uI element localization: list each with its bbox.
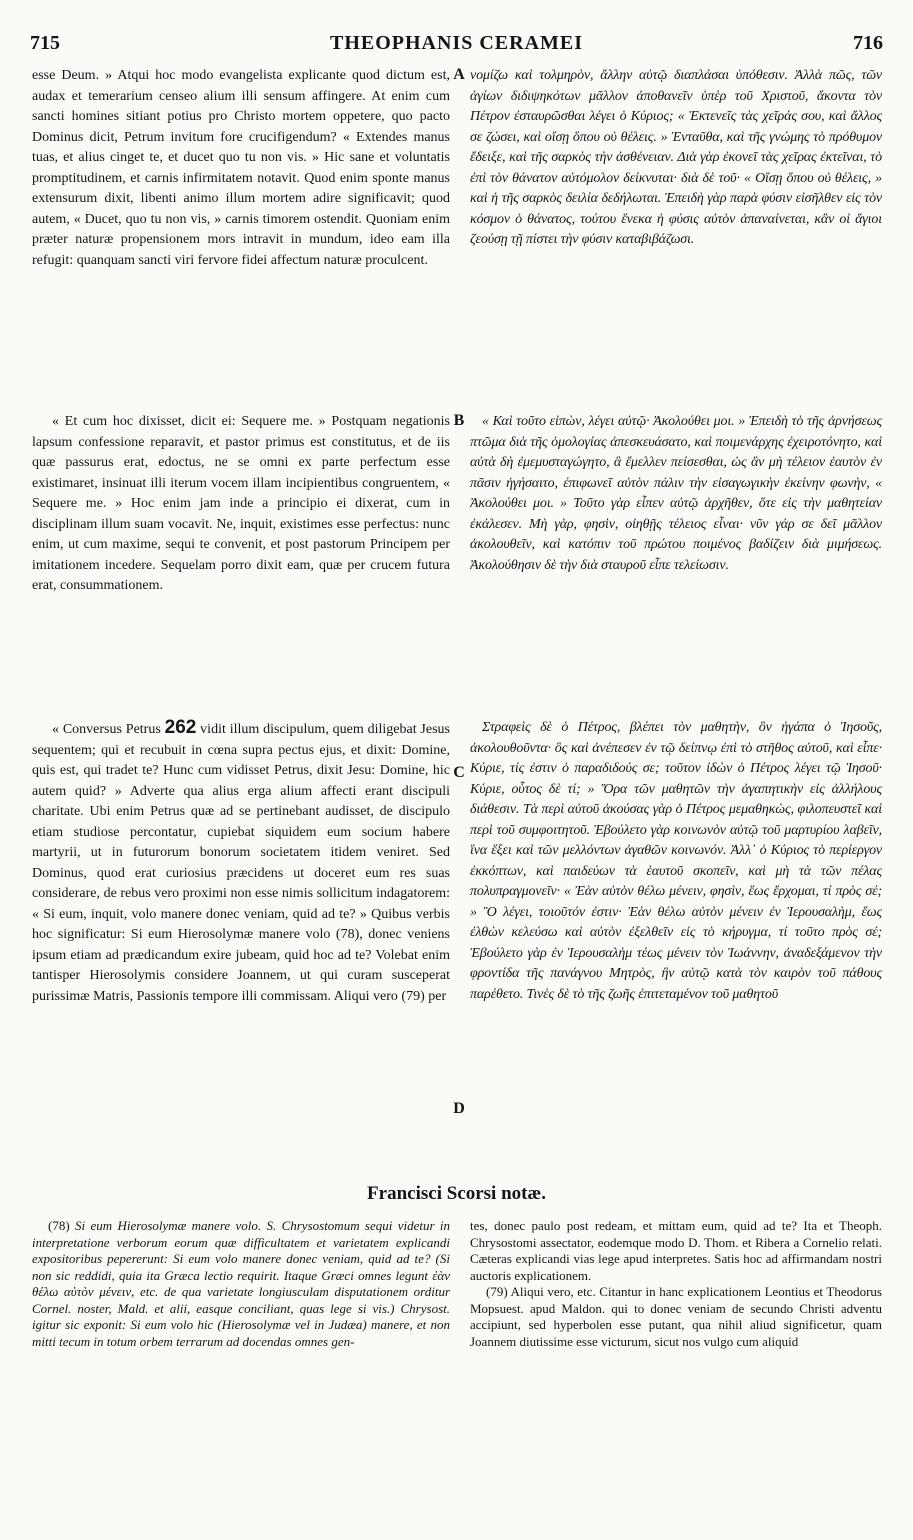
running-title: THEOPHANIS CERAMEI [329,32,584,54]
notes-title: Francisci Scorsi notæ. [367,1183,546,1204]
notes-right-column [470,1218,882,1522]
latin-paragraph: « Et cum hoc dixisset, dicit ei: Sequere me. » Postquam negationis lapsum confessione reparavit, et pastor primus est constitutus, et de iis quæ passurus erat, edoctus, ne se omni ex parte perfectum esse existimaret, insinuat illi iterum vocem illam incipientibus congruentem, « Sequere me. » Hoc enim jam inde a principio ei dixerat, cum in disciplinam illum suam vocavit. Ne, inquit, existimes esse perfectus: nunc enim, ut cum maxime, sequi te convenit, et post pastorum Principem per imitationem incedere. Sequelam porro dixit eam, quæ per crucem futura erat, consummationem. [32,414,450,593]
greek-column-section-a [470,66,882,376]
margin-marker-b: B [453,412,465,429]
latin-column-section-b [32,412,450,718]
greek-paragraph: Στραφεὶς δὲ ὁ Πέτρος, βλέπει τὸν μαθητὴν, ὃν ἠγάπα ὁ Ἰησοῦς, ἀκολουθοῦντα· ὃς καὶ ἀνέπεσεν ἐν τῷ δείπνῳ ἐπὶ τὸ στῆθος αὐτοῦ, καὶ εἶπε· Κύριε, τίς ἐστιν ὁ παραδιδούς σε; τοῦτον ἰδὼν ὁ Πέτρος λέγει τῷ Ἰησοῦ· Κύριε, οὗτος δὲ τί; » Ὅρα τῶν μαθητῶν τὴν ἀγαπητικὴν εἰς ἀλλήλους διάθεσιν. Τὰ περὶ αὐτοῦ ἀκούσας γὰρ ὁ Πέτρος μεμαθηκὼς, φιλοπευστεῖ καὶ περὶ τοῦ συμφοιτητοῦ. Ἐβούλετο γὰρ κοινωνὸν αὐτῷ τοῦ μαρτυρίου λαβεῖν, ἵνα ἕξει καὶ τῶν μελλόντων ἀγαθῶν κοινωνόν. Ἀλλ᾽ ὁ Κύριος τὸ περίεργον ἐκκόπτων, καὶ παιδεύων τὰ ἑαυτοῦ σκοπεῖν, καὶ μὴ τὰ τῶν πέλας πολυπραγμονεῖν· « Ἐὰν αὐτὸν θέλω μένειν, φησὶν, ἕως ἔρχομαι, τί πρὸς σέ; » Ὃ λέγει, τοιοῦτόν ἐστιν· Ἐὰν θέλω αὐτὸν μένειν ἐν Ἱερουσαλὴμ, ἕως ἐλθὼν κελεύσω καὶ αὐτὸν ἐξελθεῖν εἰς τὸ κήρυγμα, τί τοῦτο πρὸς σέ; Ἐβούλετο γὰρ ἐν Ἱερουσαλὴμ τέως μένειν τὸν Ἰωάννην, ἀναδεξάμενον τὴν φροντίδα τῆς πανάγνου Μητρὸς, ἣν αὐτῷ κατὰ τὸν καιρὸν τοῦ πάθους παρέθετο. Τινὲς δὲ τὸ τῆς ζωῆς ἐπιτεταμένον τοῦ μαθητοῦ [470,720,882,1002]
page-number-right: 716 [853,32,883,54]
notes-left-column [32,1218,450,1522]
margin-marker-c: C [453,764,465,781]
greek-paragraph: « Καὶ τοῦτο εἰπὼν, λέγει αὐτῷ· Ἀκολούθει μοι. » Ἐπειδὴ τὸ τῆς ἀρνήσεως πτῶμα διὰ τῆς ὁμολογίας ἀπεσκευάσατο, καὶ ποιμενάρχης ἐχειροτόνητο, καὶ αὐτὰ δὴ ἐμεμυσταγώγητο, ἃ ἔμελλεν πείσεσθαι, ὡς ἂν μὴ τέλειον ἑαυτὸν ἐν πᾶσιν ἡγήσαιτο, ἐπιφωνεῖ αὐτὸν πάλιν τὴν εἰσαγωγικὴν ἐκείνην φωνὴν, « Ἀκολούθει μοι. » Τοῦτο γὰρ εἶπεν αὐτῷ ἀρχῆθεν, ὅτε εἰς τὴν μαθητείαν ἐκάλεσεν. Μὴ γὰρ, φησὶν, οἰηθῇς τέλειος εἶναι· νῦν γάρ σε δεῖ μᾶλλον ἀκολουθεῖν, καὶ κατόπιν τοῦ πρώτου ποιμένος βαδίζειν διὰ μιμήσεως. Ἀκολούθησιν δὲ τὴν διὰ σταυροῦ εἶπε τελείωσιν. [470,414,882,573]
page-number-left: 715 [30,32,60,54]
greek-column-section-c [470,718,882,1180]
page-header [30,32,883,62]
margin-marker-a: A [453,66,465,83]
greek-column-section-b [470,412,882,702]
latin-paragraph: « Conversus Petrus 262 vidit illum discipulum, quem diligebat Jesus sequentem; qui et recubuit in cœna supra pectus ejus, et dixit: Domine, quis est, qui tradet te? Hunc cum vidisset Petrus, dixit Jesu: Domine, hic autem quid? » Adverte qua alius erga alium affecti erant discipuli charitate. Ubi enim Petrus quæ ad se pertinebant audisset, de discipulo etiam studiose percontatur, cupiebat siquidem eum socium habere martyrii, ut in futurorum bonorum societatem itidem veniret. Sed Dominus, quod erat curiosius præcidens ut doceret eum res suas considerare, de rebus vero proximi non esse nimis sollicitum indagatorem: « Si eum, inquit, volo manere donec veniam, quid ad te? » Quibus verbis hoc significatur: Si eum Hierosolymæ manere volo (78), donec veniens ipsum etiam ad prædicandum exire jubeam, quid hoc ad te? Volebat enim tantisper Hierosolymis considere Joannem, ut qui curam susceperat purissimæ Matris, Passionis tempore illi commissam. Aliqui vero (79) per [32,718,450,1004]
latin-column-section-c [32,718,450,1180]
note-number: (78) [48,1218,70,1233]
greek-paragraph: νομίζω καὶ τολμηρὸν, ἄλλην αὐτῷ διαπλάσαι ὑπόθεσιν. Ἀλλὰ πῶς, τῶν ἁγίων διδιψηκότων μᾶλλον ἀποθανεῖν ὑπὲρ τοῦ Χριστοῦ, ἄκοντα τὸν Πέτρον ἐσταυρῶσθαι λέγει ὁ Κύριος; « Ἐκτενεῖς τὰς χεῖράς σου, καὶ ἄλλος σε ζώσει, καὶ οἴσῃ ὅπου οὐ θέλεις. » Ἐνταῦθα, καὶ τῆς γνώμης τὸ πρόθυμον ἔδειξε, καὶ τῆς σαρκὸς τὴν ἀσθένειαν. Διὰ γὰρ ἐκονεῖ τὰς χεῖρας ἐκτεῖναι, τὸ ἐπὶ τὸν θάνατον αὐτόμολον δείκνυται· διὰ δὲ τοῦ· « Οἴσῃ ὅπου οὐ θέλεις, » καὶ ἡ τῆς σαρκὸς δειλία δεδήλωται. Ἐπειδὴ γὰρ παρὰ φύσιν εἰσῆλθεν εἰς τὸν κόσμον ὁ θάνατος, τούτου ἕνεκα ἡ φύσις αὐτὸν ἀπαναίνεται, κἂν οἱ ἅγιοι ζεούσῃ τῇ πίστει τὴν φύσιν καταβιβάζωσι. [470,68,882,247]
note-78-continued: tes, donec paulo post redeam, et mittam eum, quid ad te? Ita et Theoph. Chrysostomi assectator, eodemque modo D. Thom. et Ribera a Cornelio relati. Cæteras explicandi vias lege apud interpretes. Satis hoc ad affirmandam nostri auctoris explicationem. [470,1218,882,1283]
patrologia-column-number: 262 [164,718,197,738]
margin-marker-d: D [453,1100,465,1117]
note-number: (79) [486,1284,508,1299]
note-78: (78) Si eum Hierosolymæ manere volo. S. Chrysostomum sequi videtur in interpretatione verborum eorum quæ difficultatem et varietatem explicandi expositoribus pepererunt: Si eum volo manere donec veniam, quid ad te? (Si non sic reddidi, quia ita Græca lectio requirit. Itaque Græci omnes legunt ἐὰν θέλω αὐτὸν μένειν, etc. de qua varietate longiusculam disputationem orditur Cornel. noster, Mald. et alii, easque conciliant, quas lege si vis.) Chrysost. igitur sic exponit: Si eum volo hic (Hierosolymæ vel in Judæa) manere, et non mitti tecum in totum orbem terrarum ad docendas omnes gen- [32,1218,450,1349]
latin-paragraph: esse Deum. » Atqui hoc modo evangelista explicante quod dictum est, audax et temerarium censeo alium illi sensum affingere. At enim cum sancti homines sitiant potius pro Christo mortem oppetere, quo pacto Dominus dicit, Petrum invitum fore crucifigendum? « Extendes manus tuas, et alius cinget te, et ducet quo tu non vis. » Hic sane et voluntatis promptitudinem, et carnis infirmitatem notavit. Quod enim sponte manus extensurum dixit, libenti animo illum mortem adire significavit; quod autem, « Ducet, quo tu non vis, » carnis timorem ostendit. Quoniam enim præter naturæ propensionem mors intravit in mundum, ideo eam illa refugit: quanquam sancti viri fervore fidei affectum naturæ proculcent. [32,68,450,268]
note-79: (79) Aliqui vero, etc. Citantur in hanc explicationem Leontius et Theodorus Mopsuest. apud Maldon. qui to donec veniam de secundo Christi adventu accipiunt, sed hyperbolen esse putant, qua nihil aliud significetur, quam Joannem diutissime esse victurum, sicut nos vulgo cum aliquid [470,1284,882,1349]
latin-column-section-a [32,66,450,408]
